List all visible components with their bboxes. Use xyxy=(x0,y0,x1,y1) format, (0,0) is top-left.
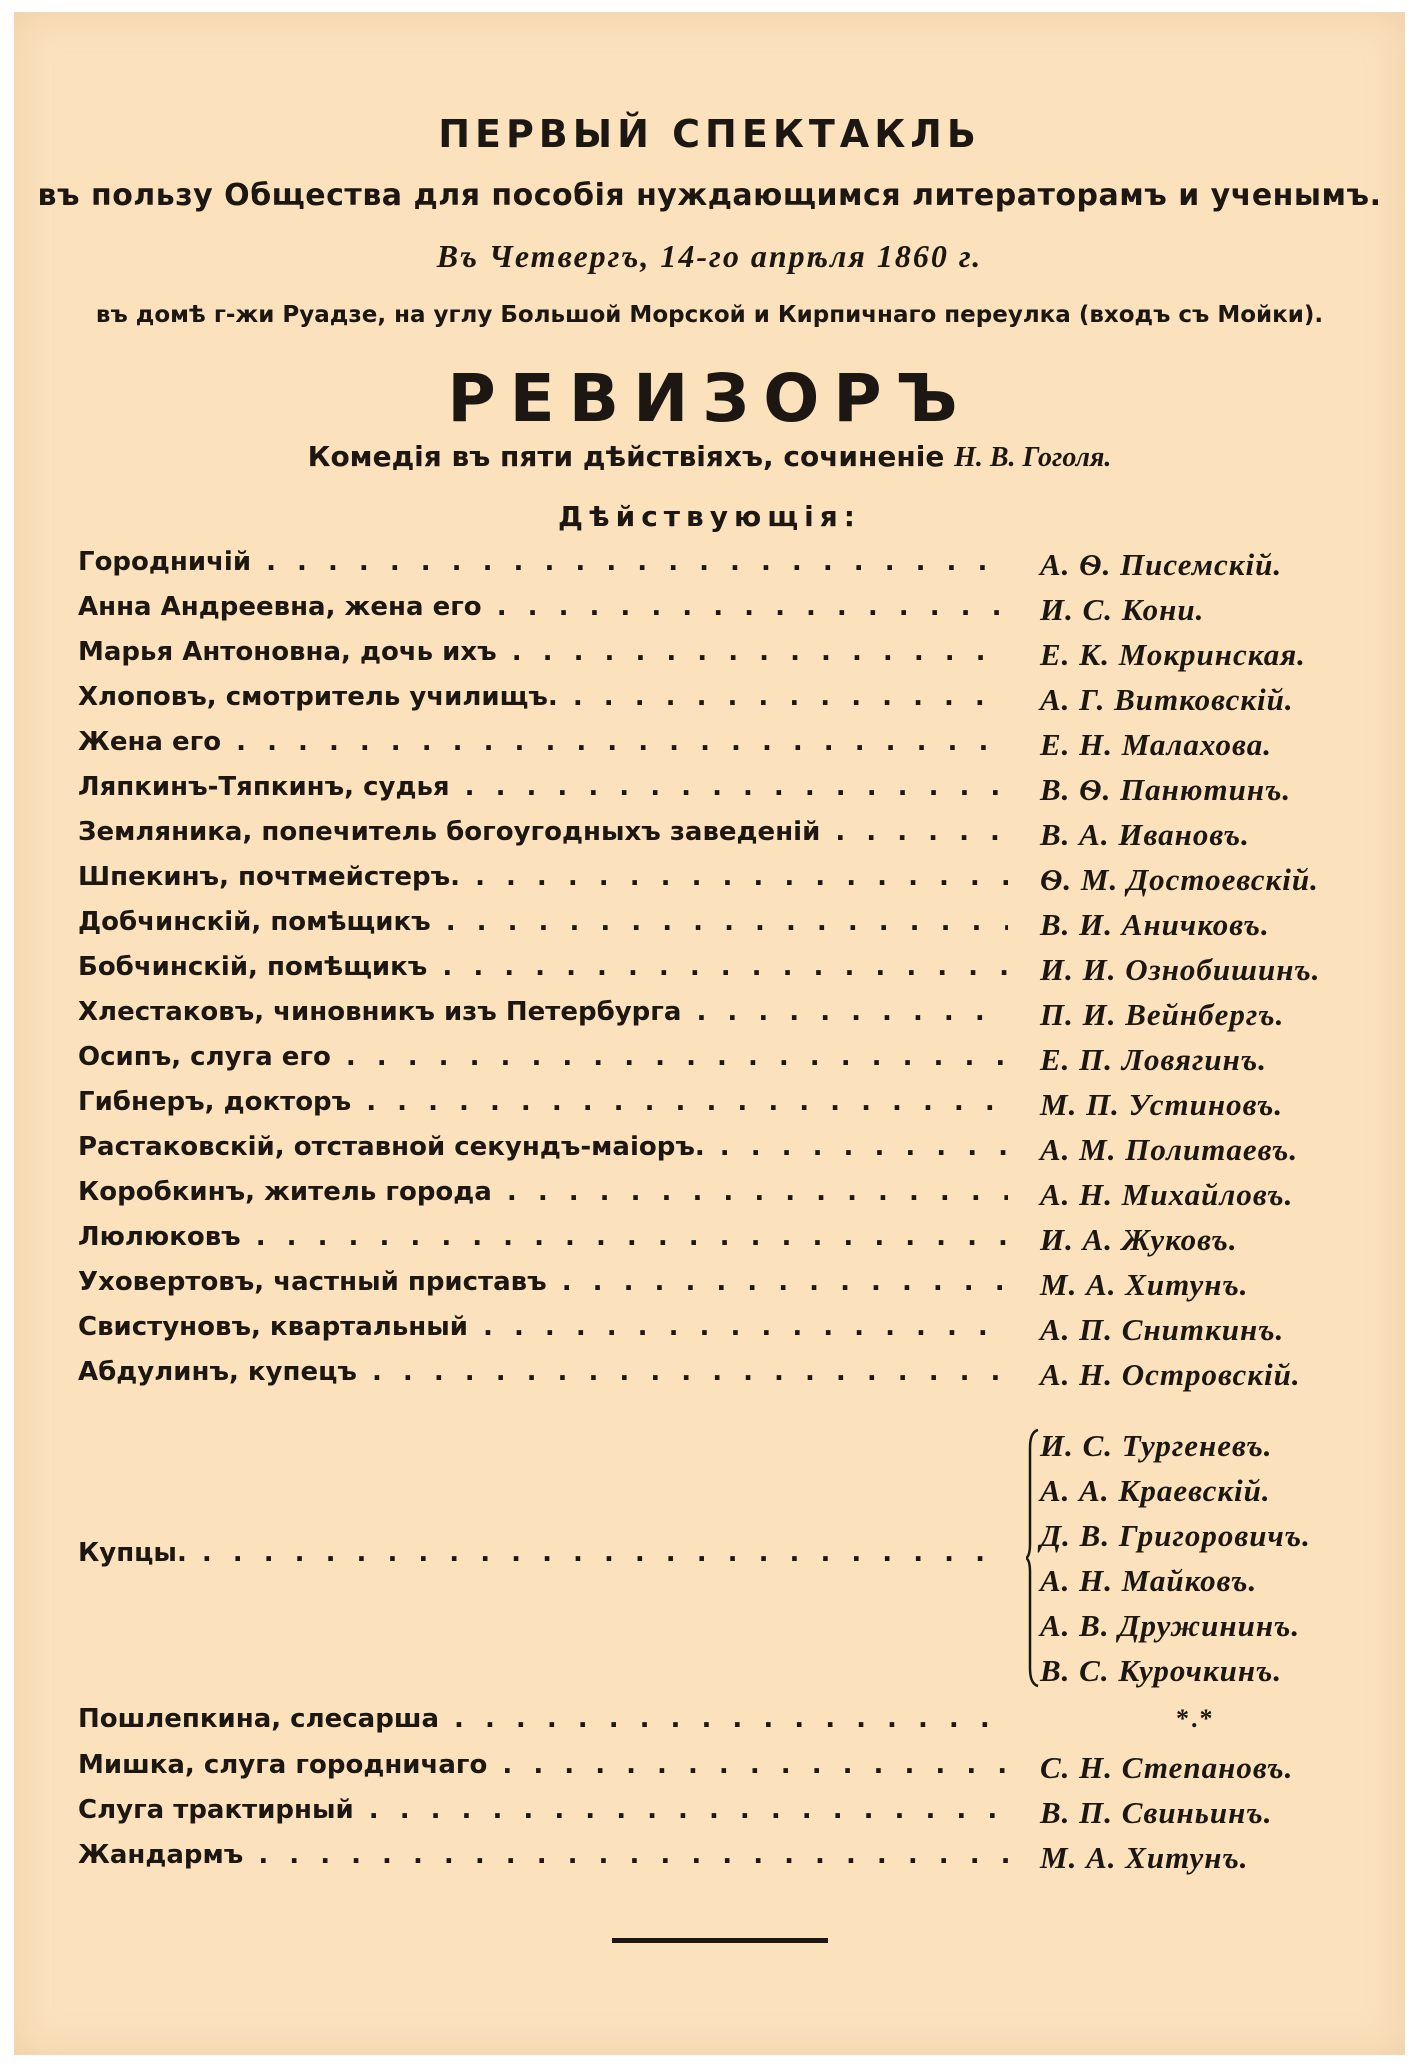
cast-role: Анна Андреевна, жена его . . . xyxy=(78,592,1008,626)
cast-actor: А. М. Политаевъ. xyxy=(1040,1132,1299,1167)
cast-role: Бобчинскій, помѣщикъ . . . xyxy=(78,952,1008,986)
merchant-actor: Д. В. Григоровичъ. xyxy=(1040,1518,1311,1553)
merchant-actor: И. С. Тургеневъ. xyxy=(1040,1428,1273,1463)
cast-actor: Е. Н. Малахова. xyxy=(1040,727,1272,762)
cast-actor: И. И. Ознобишинъ. xyxy=(1040,952,1321,987)
cast-actor: А. Н. Островскій. xyxy=(1040,1357,1301,1392)
merchant-actor: А. В. Дружининъ. xyxy=(1040,1608,1301,1643)
cast-actor: В. И. Аничковъ. xyxy=(1040,907,1270,942)
cast-actor: Ѳ. М. Достоевскій. xyxy=(1040,862,1319,897)
cast-actor: А. Ѳ. Писемскій. xyxy=(1040,547,1283,582)
cast-role: Хлоповъ, смотритель училищъ. . . . xyxy=(78,682,1008,716)
cast-role: Добчинскій, помѣщикъ . . . xyxy=(78,907,1008,941)
bracket-brace xyxy=(1026,1428,1040,1688)
cast-actor: Е. К. Мокринская. xyxy=(1040,637,1306,672)
cast-actor: С. Н. Степановъ. xyxy=(1040,1750,1294,1785)
cast-actor: И. С. Кони. xyxy=(1040,592,1205,627)
cast-role: Абдулинъ, купецъ . . . xyxy=(78,1357,1008,1391)
cast-role: Шпекинъ, почтмейстеръ. . . . xyxy=(78,862,1008,896)
cast-actor: М. А. Хитунъ. xyxy=(1040,1267,1249,1302)
cast-actor: Е. П. Ловягинъ. xyxy=(1040,1042,1267,1077)
cast-role: Марья Антоновна, дочь ихъ . . . xyxy=(78,637,1008,671)
merchant-actor: А. А. Краевскій. xyxy=(1040,1473,1271,1508)
cast-actor: М. А. Хитунъ. xyxy=(1040,1840,1249,1875)
cast-role: Осипъ, слуга его . . . xyxy=(78,1042,1008,1076)
cast-role: Жандармъ . . . xyxy=(78,1840,1008,1874)
cast-role: Хлестаковъ, чиновникъ изъ Петербурга . . . xyxy=(78,997,1008,1031)
cast-actor: И. А. Жуковъ. xyxy=(1040,1222,1238,1257)
venue-line: въ домѣ г-жи Руадзе, на углу Большой Морской и Кирпичнаго переулка (входъ съ Мойки). xyxy=(95,302,1324,328)
cast-actor: В. Ѳ. Панютинъ. xyxy=(1040,772,1292,807)
cast-role: Гибнеръ, докторъ . . . xyxy=(78,1087,1008,1121)
subtitle-prefix: Комедія въ пяти дѣйствіяхъ, сочиненіе xyxy=(307,440,945,473)
merchants-role: Купцы. . . . xyxy=(78,1538,1008,1572)
cast-role: Люлюковъ . . . xyxy=(78,1222,1008,1256)
author-name: Н. В. Гоголя. xyxy=(954,442,1112,473)
cast-role: Слуга трактирный . . . xyxy=(78,1795,1008,1829)
cast-role: Растаковскій, отставной секундъ-маіоръ. . . . xyxy=(78,1132,1008,1166)
cast-actor: А. Г. Витковскій. xyxy=(1040,682,1294,717)
cast-actor: А. П. Сниткинъ. xyxy=(1040,1312,1285,1347)
cast-role: Уховертовъ, частный приставъ . . . xyxy=(78,1267,1008,1301)
cast-role: Жена его . . . xyxy=(78,727,1008,761)
performance-date: Въ Четвергъ, 14-го апрѣля 1860 г. xyxy=(436,238,983,274)
cast-actor: П. И. Вейнбергъ. xyxy=(1040,997,1285,1032)
cast-actor: А. Н. Михайловъ. xyxy=(1040,1177,1294,1212)
asterism-mark: *.* xyxy=(1176,1704,1215,1733)
benefit-line: въ пользу Общества для пособія нуждающимся литераторамъ и ученымъ. xyxy=(37,178,1382,213)
cast-role: Мишка, слуга городничаго . . . xyxy=(78,1750,1008,1784)
cast-actor: М. П. Устиновъ. xyxy=(1040,1087,1284,1122)
cast-role: Ляпкинъ-Тяпкинъ, судья . . . xyxy=(78,772,1008,806)
cast-role: Пошлепкина, слесарша . . . xyxy=(78,1704,1008,1738)
play-title: РЕВИЗОРЪ xyxy=(447,360,972,437)
merchant-actor: В. С. Курочкинъ. xyxy=(1040,1653,1283,1688)
playbill-heading: ПЕРВЫЙ СПЕКТАКЛЬ xyxy=(438,112,981,156)
cast-role: Свистуновъ, квартальный . . . xyxy=(78,1312,1008,1346)
cast-role: Городничій . . . xyxy=(78,547,1008,581)
cast-role: Коробкинъ, житель города . . . xyxy=(78,1177,1008,1211)
merchant-actor: А. Н. Майковъ. xyxy=(1040,1563,1258,1598)
cast-heading: Дѣйствующія: xyxy=(558,500,861,533)
cast-actor: В. А. Ивановъ. xyxy=(1040,817,1250,852)
cast-role: Земляника, попечитель богоугодныхъ заведеній . . . xyxy=(78,817,1008,851)
cast-actor: В. П. Свиньинъ. xyxy=(1040,1795,1273,1830)
closing-rule xyxy=(612,1938,828,1943)
play-subtitle xyxy=(0,440,1419,474)
